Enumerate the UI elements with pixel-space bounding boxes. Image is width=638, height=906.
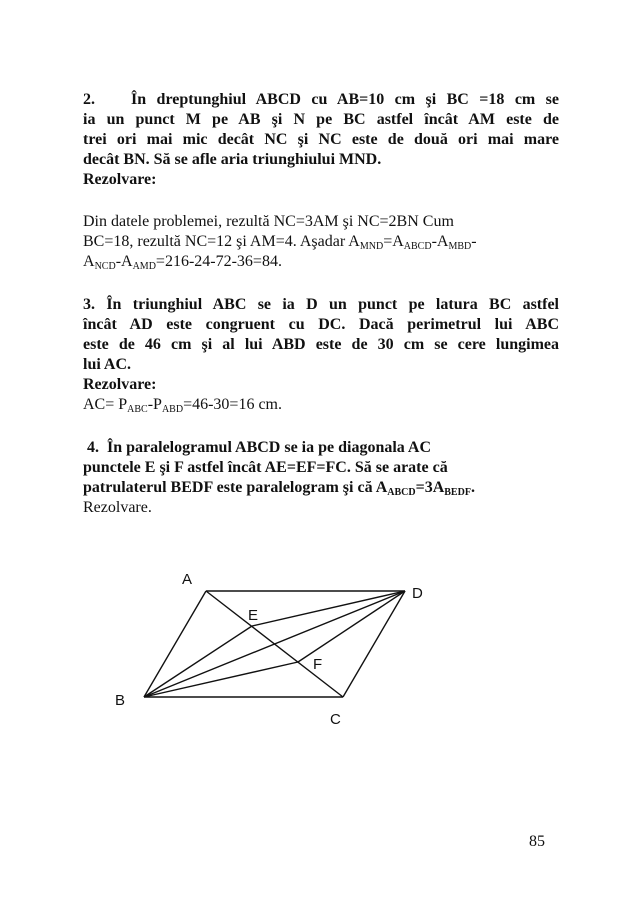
label-a: A <box>182 571 193 588</box>
problem-4-line-3: patrulaterul BEDF este paralelogram şi că $A_{ABCD}=3A_{BEDF}$. <box>83 479 475 498</box>
problem-3-solution: $AC= P_{ABC}-P_{ABD}=46-30=16$ cm. <box>83 396 282 415</box>
problem-4-resolution-label: Rezolvare. <box>83 499 152 516</box>
problem-4-line-1: 4. În paralelogramul ABCD se ia pe diagonala AC <box>83 439 432 456</box>
solution-2-line-2: BC=18, rezultă NC=12 şi AM=4. Aşadar $A_{MND}=A_{ABCD}-A_{MBD}-$ <box>83 233 477 252</box>
problem-2-line-4: decât BN. Să se afle aria triunghiului MND. <box>83 151 382 168</box>
side-dc <box>343 591 405 697</box>
problem-4-line-2: punctele E şi F astfel încât AE=EF=FC. Să se arate că <box>83 459 448 476</box>
segment-bf <box>144 662 298 697</box>
label-f: F <box>313 656 323 673</box>
problem-3-resolution-label: Rezolvare: <box>83 376 157 393</box>
label-d: D <box>412 585 423 602</box>
page-number: 85 <box>529 833 545 850</box>
problem-2-resolution-label: Rezolvare: <box>83 171 157 188</box>
solution-2-line-1: Din datele problemei, rezultă NC=3AM şi NC=2BN Cum <box>83 213 454 230</box>
segment-fd <box>298 591 405 662</box>
problem-3-line-3: este de 46 cm şi al lui ABD este de 30 cm se cere lungimea <box>83 336 559 353</box>
problem-2-line-3: trei ori mai mic decât NC şi NC este de două ori mai mare <box>83 131 559 148</box>
diagonal-bd <box>144 591 405 697</box>
segment-be <box>144 626 252 697</box>
solution-2-line-3: $A_{NCD}-A_{AMD}=216-24-72-36=84$. <box>83 253 282 272</box>
label-e: E <box>248 607 259 624</box>
problem-3-line-2: încât AD este congruent cu DC. Dacă perimetrul lui ABC <box>83 316 559 333</box>
problem-2-line-2: ia un punct M pe AB şi N pe BC astfel încât AM este de <box>83 111 559 128</box>
label-c: C <box>330 711 341 728</box>
problem-3-line-4: lui AC. <box>83 356 132 373</box>
problem-2-line-1: 2. În dreptunghiul ABCD cu AB=10 cm şi BC =18 cm se <box>83 91 559 108</box>
label-b: B <box>115 692 126 709</box>
problem-3-line-1: 3. În triunghiul ABC se ia D un punct pe latura BC astfel <box>83 296 559 313</box>
problem-2-number: 2. <box>83 91 95 108</box>
segment-ed <box>252 591 405 626</box>
side-ab <box>144 591 206 697</box>
